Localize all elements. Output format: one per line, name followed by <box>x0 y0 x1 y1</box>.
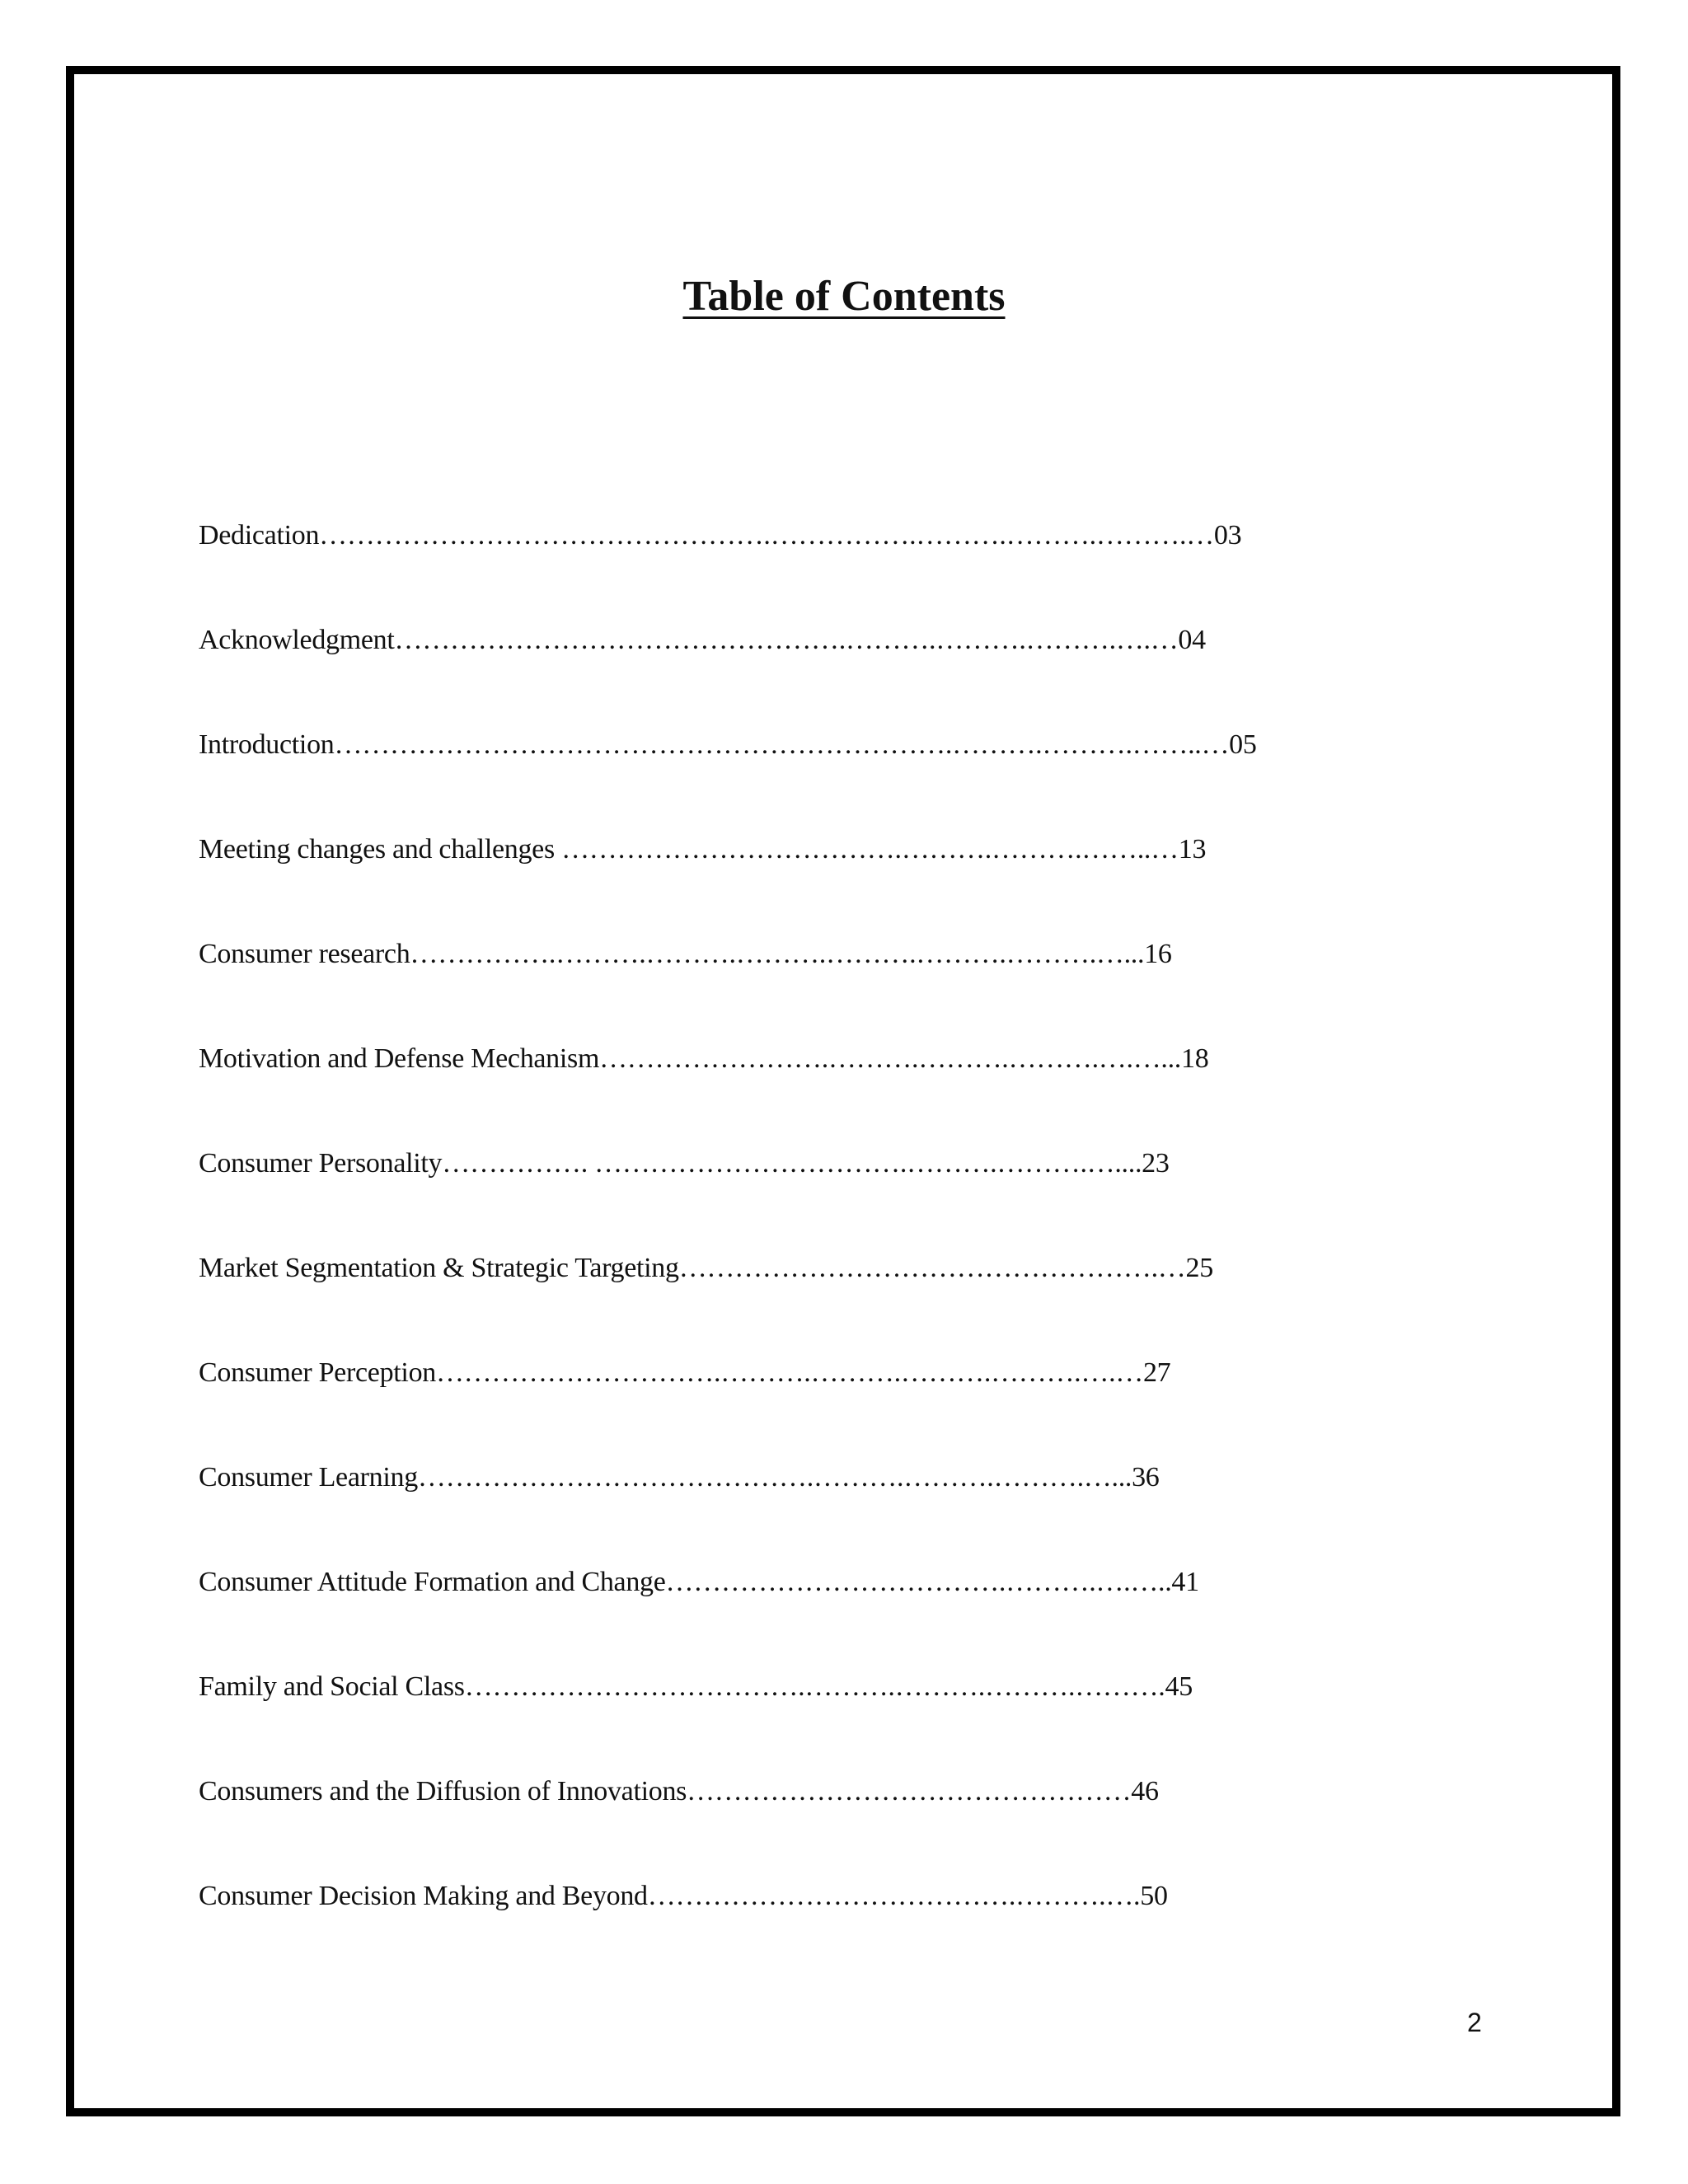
toc-entry[interactable]: Consumer Attitude Formation and Change……………………………….……….….…..41 <box>199 1567 1199 1597</box>
toc-entry[interactable]: Dedication………………………………………….…………….……….……….……….…03 <box>199 520 1242 551</box>
toc-entry[interactable]: Consumer Perception………………………….……….……….……….……….….…27 <box>199 1357 1171 1388</box>
toc-entry[interactable]: Introduction………………………………………………………….……….……….……..…05 <box>199 729 1257 760</box>
page-number: 2 <box>1467 2008 1482 2037</box>
toc-entry[interactable]: Consumers and the Diffusion of Innovations…………………………………………46 <box>199 1776 1159 1807</box>
page-title <box>0 275 1688 318</box>
table-of-contents <box>199 519 1257 1985</box>
toc-entry[interactable]: Meeting changes and challenges ……………………………….……….……….……..…13 <box>199 834 1207 865</box>
toc-entry[interactable]: Acknowledgment………………………………………….……….……….……….….…04 <box>199 625 1206 655</box>
toc-entry[interactable]: Family and Social Class……………………………….……….……….……….……….45 <box>199 1671 1193 1702</box>
toc-entry[interactable]: Consumer Learning…………………………………….……….……….……….…...36 <box>199 1462 1160 1493</box>
toc-entry[interactable]: Consumer research…………….……….……….……….……….……….……….…...16 <box>199 939 1172 969</box>
toc-entry[interactable]: Market Segmentation & Strategic Targeting…………………………………………….…25 <box>199 1253 1213 1283</box>
toc-entry[interactable]: Consumer Decision Making and Beyond………………………………….……….….50 <box>199 1881 1168 1911</box>
toc-entry[interactable]: Motivation and Defense Mechanism…………………….……….……….……….….…...18 <box>199 1043 1209 1074</box>
page-title-text: Table of Contents <box>682 273 1006 320</box>
toc-entry[interactable]: Consumer Personality……………. …………………………….……….……….…....23 <box>199 1148 1170 1179</box>
